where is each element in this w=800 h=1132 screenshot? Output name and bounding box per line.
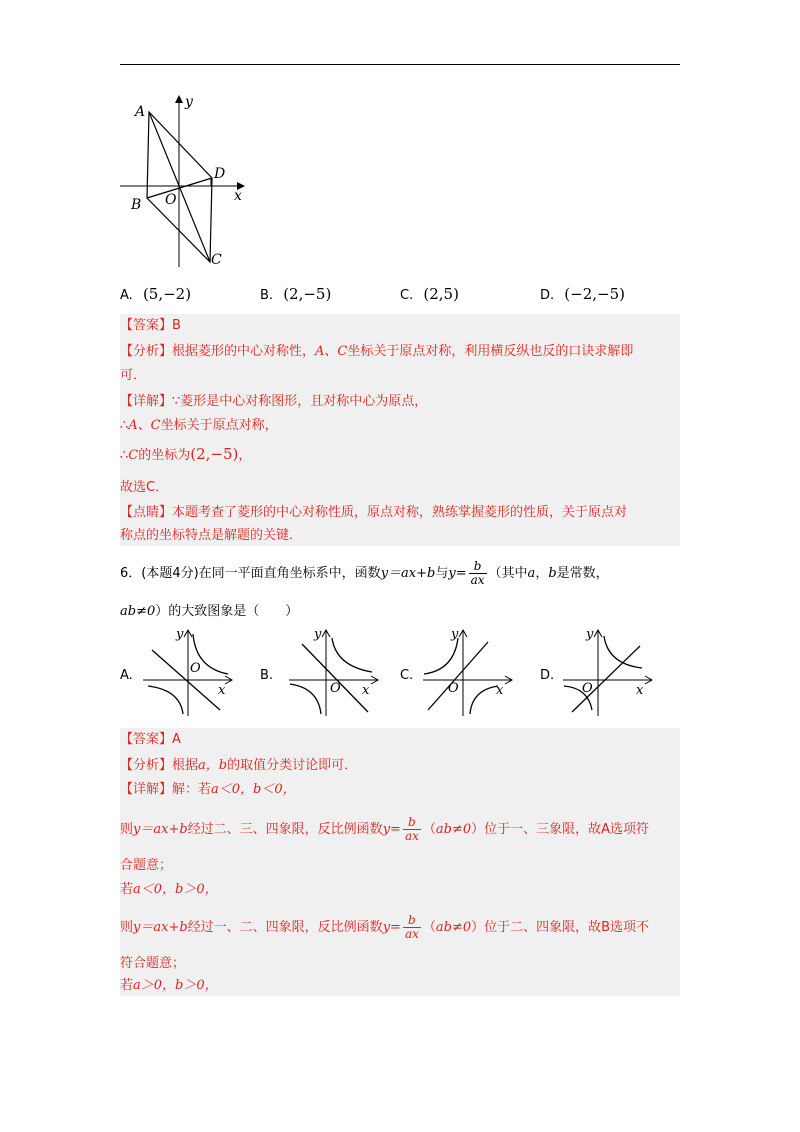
label-y: y (185, 94, 193, 110)
header-rule (120, 64, 680, 65)
q5-option-d: D. (−2,−5) (540, 285, 625, 303)
label-b: B (131, 197, 142, 213)
graph-b-o: O (330, 681, 341, 696)
q5-option-a: A. (5,−2) (120, 285, 192, 303)
q6-detail-line2: 则y＝ax+b经过二、三、四象限，反比例函数y= $\frac{b}{ax}$ （ab≠0）位于一、三象限，故A选项符 (120, 815, 650, 843)
q5-detail-line2: ∴A、C坐标关于原点对称， (120, 418, 278, 433)
q6-option-a-label: A. (120, 668, 133, 683)
label-a: A (135, 104, 146, 120)
q6-detail-line1: 【详解】解：若a＜0，b＜0， (120, 782, 296, 797)
q5-option-b-value: (2,−5) (283, 285, 332, 303)
q6-graph-c (418, 624, 518, 718)
q5-option-a-value: (5,−2) (142, 285, 192, 303)
q6-analysis-line: 【分析】根据a，b的取值分类讨论即可． (120, 758, 358, 773)
q6-detail-line7: 若a＞0，b＞0， (120, 978, 218, 993)
q6-detail-line5: 则y＝ax+b经过一、二、四象限，反比例函数y= $\frac{b}{ax}$ （ab≠0）位于二、四象限，故B选项不 (120, 913, 650, 941)
q6-option-b-label: B. (260, 668, 274, 683)
q6-stem-fraction: $\frac{b}{ax}$ (470, 559, 485, 587)
q6-graph-d (558, 624, 658, 718)
q5-option-c: C. (2,5) (400, 285, 459, 303)
q6-stem-line1: 6．(本题4分)在同一平面直角坐标系中，函数y＝ax+b与y= $\frac{b}{ax}$ （其中a，b是常数， (120, 559, 609, 587)
q5-analysis-line2: 可． (120, 368, 147, 383)
graph-d-o: O (582, 681, 593, 696)
q5-comment-line2: 称点的坐标特点是解题的关键． (120, 528, 303, 543)
q6-detail-fraction-1: $\frac{b}{ax}$ (404, 815, 419, 843)
q6-option-d-label: D. (540, 668, 555, 683)
graph-a-x: x (218, 683, 226, 698)
q5-option-d-value: (−2,−5) (564, 285, 625, 303)
label-d: D (214, 166, 226, 182)
graph-b-x: x (362, 683, 370, 698)
graph-c-o: O (448, 681, 459, 696)
q6-answer: A (172, 732, 181, 747)
label-o: O (165, 192, 177, 208)
graph-b-y: y (314, 627, 322, 642)
q5-comment-line1: 【点睛】本题考查了菱形的中心对称性质，原点对称，熟练掌握菱形的性质，关于原点对 (120, 505, 628, 520)
q6-detail-line4: 若a＜0，b＞0， (120, 882, 218, 897)
q6-detail-line3: 合题意； (120, 858, 173, 873)
q5-detail-line1: 【详解】∵菱形是中心对称图形，且对称中心为原点， (120, 394, 428, 409)
q5-detail-line3: ∴C的坐标为(2,−5)， (120, 445, 252, 463)
q5-answer: B (172, 318, 181, 333)
q5-analysis-line1: 【分析】根据菱形的中心对称性，A、C坐标关于原点对称，利用横反纵也反的口诀求解即 (120, 344, 634, 359)
graph-a-y: y (176, 627, 184, 642)
label-c: C (211, 252, 222, 268)
graph-a-o: O (190, 661, 201, 676)
q5-answer-line: 【答案】B (120, 318, 181, 333)
q6-detail-line6: 符合题意； (120, 956, 186, 971)
rhombus-figure (115, 92, 255, 272)
q5-option-c-value: (2,5) (423, 285, 459, 303)
graph-d-x: x (636, 683, 644, 698)
label-x: x (234, 188, 242, 204)
graph-c-x: x (496, 683, 504, 698)
q6-detail-fraction-2: $\frac{b}{ax}$ (404, 913, 419, 941)
q6-answer-line: 【答案】A (120, 732, 181, 747)
graph-c-y: y (451, 627, 459, 642)
q6-option-c-label: C. (400, 668, 414, 683)
graph-d-y: y (586, 627, 594, 642)
q6-stem-line2: ab≠0）的大致图象是（ ） (120, 604, 299, 619)
q5-option-b: B. (2,−5) (260, 285, 332, 303)
q5-detail-line4: 故选C． (120, 480, 169, 495)
q6-graph-a (138, 624, 238, 718)
q6-graph-b (284, 624, 384, 718)
